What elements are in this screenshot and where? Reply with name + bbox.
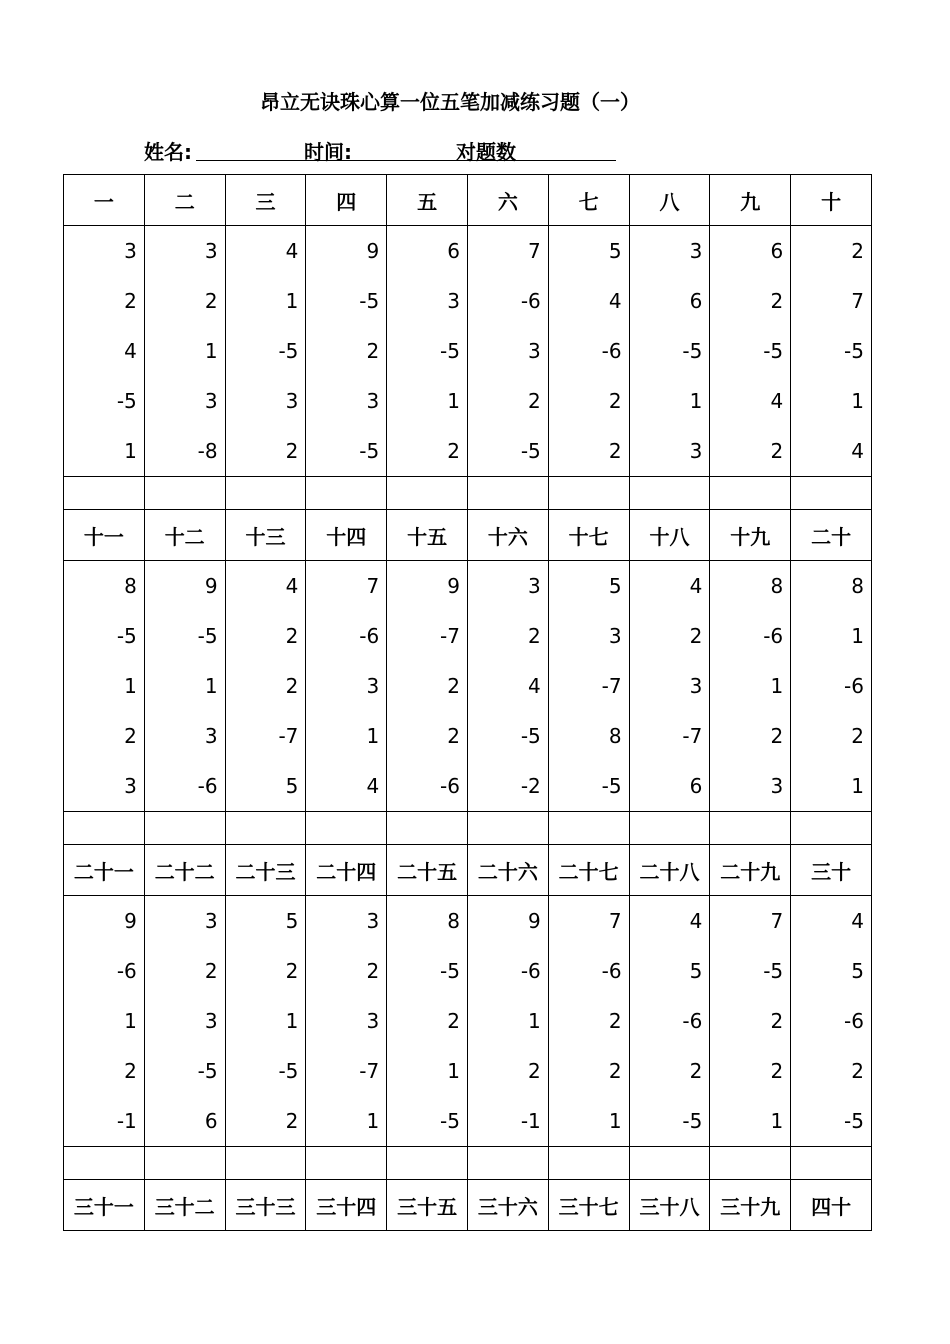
answer-cell[interactable] — [387, 812, 468, 845]
operand: 9 — [204, 574, 218, 598]
operand: -5 — [197, 1059, 218, 1083]
problem-numbers — [710, 561, 791, 812]
problem-number: 三十七 — [548, 1180, 629, 1231]
operand: -5 — [520, 724, 541, 748]
problem-number: 六 — [467, 175, 548, 226]
operand: 2 — [285, 674, 299, 698]
header-row — [64, 845, 872, 896]
problem-numbers — [548, 561, 629, 812]
operand: 1 — [366, 1109, 380, 1133]
answer-cell[interactable] — [548, 477, 629, 510]
operand: -6 — [116, 959, 137, 983]
problem-number: 八 — [629, 175, 710, 226]
operand: -7 — [359, 1059, 380, 1083]
operand: 2 — [689, 1059, 703, 1083]
operand: 2 — [851, 1059, 864, 1083]
problem-number: 二十二 — [144, 845, 225, 896]
operand: 1 — [285, 1009, 299, 1033]
operand: 3 — [204, 389, 218, 413]
operand: 3 — [689, 674, 703, 698]
problem-numbers — [548, 896, 629, 1147]
operand: 3 — [608, 624, 622, 648]
operand: 7 — [770, 909, 784, 933]
problem-number: 三十八 — [629, 1180, 710, 1231]
operand: 1 — [851, 389, 864, 413]
operand: 2 — [770, 1009, 784, 1033]
operand: 4 — [366, 774, 380, 798]
problem-number: 三十四 — [306, 1180, 387, 1231]
operand: 5 — [608, 574, 622, 598]
problem-numbers — [467, 896, 548, 1147]
operand: -6 — [763, 624, 784, 648]
operand: -5 — [844, 339, 864, 363]
operand: -5 — [440, 1109, 460, 1133]
operand: 2 — [851, 239, 864, 263]
operand: 3 — [204, 909, 218, 933]
operand: 4 — [770, 389, 784, 413]
operand: 1 — [608, 1109, 622, 1133]
operand: -6 — [440, 774, 460, 798]
problem-number: 三十三 — [225, 1180, 306, 1231]
operand: 4 — [608, 289, 622, 313]
operand: 2 — [770, 724, 784, 748]
operand: -5 — [278, 339, 299, 363]
operand: 1 — [285, 289, 299, 313]
answer-cell[interactable] — [225, 477, 306, 510]
operand: -5 — [682, 339, 703, 363]
header-row — [64, 510, 872, 561]
answer-cell[interactable] — [791, 477, 872, 510]
operand: 4 — [285, 239, 299, 263]
answer-cell[interactable] — [225, 1147, 306, 1180]
operand: 4 — [851, 439, 864, 463]
operand: 2 — [447, 1009, 460, 1033]
problem-numbers — [629, 226, 710, 477]
operand: -7 — [682, 724, 703, 748]
numbers-row — [64, 896, 872, 1147]
operand: 3 — [528, 339, 541, 363]
numbers-row — [64, 561, 872, 812]
operand: -1 — [520, 1109, 541, 1133]
problem-number: 二十五 — [387, 845, 468, 896]
problem-numbers — [467, 561, 548, 812]
operand: 1 — [689, 389, 703, 413]
problem-number: 十三 — [225, 510, 306, 561]
operand: 4 — [124, 339, 137, 363]
problem-numbers — [64, 561, 145, 812]
operand: -6 — [682, 1009, 703, 1033]
operand: -6 — [844, 674, 864, 698]
operand: 1 — [447, 1059, 460, 1083]
operand: 3 — [366, 389, 380, 413]
answer-cell[interactable] — [64, 1147, 145, 1180]
operand: 1 — [770, 1109, 784, 1133]
operand: -6 — [359, 624, 380, 648]
page-title: 昂立无诀珠心算一位五笔加减练习题（一） — [260, 90, 640, 114]
operand: 1 — [447, 389, 460, 413]
answer-cell[interactable] — [548, 1147, 629, 1180]
problem-numbers — [306, 226, 387, 477]
operand: 8 — [447, 909, 460, 933]
operand: 5 — [851, 959, 864, 983]
operand: 2 — [770, 289, 784, 313]
operand: 1 — [124, 1009, 137, 1033]
operand: 3 — [204, 239, 218, 263]
operand: 4 — [851, 909, 864, 933]
operand: 4 — [285, 574, 299, 598]
answer-cell[interactable] — [710, 812, 791, 845]
operand: 4 — [689, 574, 703, 598]
operand: 3 — [366, 1009, 380, 1033]
operand: 2 — [366, 339, 380, 363]
operand: 2 — [124, 724, 137, 748]
answer-cell[interactable] — [64, 477, 145, 510]
operand: -5 — [116, 624, 137, 648]
problem-number: 三 — [225, 175, 306, 226]
operand: 2 — [285, 959, 299, 983]
operand: 3 — [124, 774, 137, 798]
problem-numbers — [710, 896, 791, 1147]
operand: 3 — [204, 1009, 218, 1033]
operand: 2 — [608, 389, 622, 413]
operand: 7 — [366, 574, 380, 598]
operand: -5 — [359, 289, 380, 313]
problem-number: 十一 — [64, 510, 145, 561]
operand: -5 — [844, 1109, 864, 1133]
operand: 3 — [366, 674, 380, 698]
operand: -5 — [763, 339, 784, 363]
operand: -5 — [763, 959, 784, 983]
operand: 9 — [124, 909, 137, 933]
operand: 2 — [285, 1109, 299, 1133]
operand: 2 — [608, 439, 622, 463]
problem-number: 三十一 — [64, 1180, 145, 1231]
operand: 2 — [124, 289, 137, 313]
problem-number: 十五 — [387, 510, 468, 561]
answer-cell[interactable] — [144, 477, 225, 510]
problem-numbers — [548, 226, 629, 477]
operand: 9 — [366, 239, 380, 263]
problem-number: 二十八 — [629, 845, 710, 896]
problem-number: 二十六 — [467, 845, 548, 896]
operand: -5 — [682, 1109, 703, 1133]
operand: 2 — [366, 959, 380, 983]
operand: 1 — [204, 674, 218, 698]
operand: 2 — [608, 1059, 622, 1083]
operand: -5 — [440, 339, 460, 363]
answer-cell[interactable] — [710, 477, 791, 510]
problem-number: 三十六 — [467, 1180, 548, 1231]
operand: 7 — [528, 239, 541, 263]
operand: -7 — [278, 724, 299, 748]
operand: 2 — [447, 439, 460, 463]
operand: 1 — [366, 724, 380, 748]
problem-number: 三十二 — [144, 1180, 225, 1231]
problem-numbers — [225, 561, 306, 812]
operand: 5 — [689, 959, 703, 983]
operand: 4 — [689, 909, 703, 933]
problem-numbers — [144, 561, 225, 812]
answer-cell[interactable] — [791, 812, 872, 845]
operand: 8 — [851, 574, 864, 598]
problem-number: 二十四 — [306, 845, 387, 896]
operand: 3 — [285, 389, 299, 413]
answer-row — [64, 812, 872, 845]
operand: 2 — [689, 624, 703, 648]
operand: -5 — [116, 389, 137, 413]
operand: 2 — [285, 439, 299, 463]
answer-cell[interactable] — [306, 477, 387, 510]
operand: -7 — [440, 624, 460, 648]
problem-number: 三十五 — [387, 1180, 468, 1231]
header-row — [64, 175, 872, 226]
operand: -6 — [601, 959, 622, 983]
operand: 5 — [285, 774, 299, 798]
operand: 1 — [851, 774, 864, 798]
operand: -6 — [520, 289, 541, 313]
operand: 2 — [204, 289, 218, 313]
answer-cell[interactable] — [710, 1147, 791, 1180]
answer-cell[interactable] — [306, 812, 387, 845]
problem-number: 二十九 — [710, 845, 791, 896]
operand: 1 — [851, 624, 864, 648]
problem-number: 二十 — [791, 510, 872, 561]
problem-number: 四 — [306, 175, 387, 226]
problem-numbers — [144, 896, 225, 1147]
problem-number: 十八 — [629, 510, 710, 561]
operand: -5 — [440, 959, 460, 983]
operand: 3 — [204, 724, 218, 748]
operand: 3 — [770, 774, 784, 798]
operand: -6 — [520, 959, 541, 983]
problem-number: 二十三 — [225, 845, 306, 896]
operand: 2 — [204, 959, 218, 983]
operand: 3 — [366, 909, 380, 933]
operand: -5 — [359, 439, 380, 463]
problem-number: 三十九 — [710, 1180, 791, 1231]
problem-number: 九 — [710, 175, 791, 226]
problem-numbers — [225, 896, 306, 1147]
operand: 2 — [447, 724, 460, 748]
answer-cell[interactable] — [629, 1147, 710, 1180]
problem-number: 一 — [64, 175, 145, 226]
problem-numbers — [144, 226, 225, 477]
answer-cell[interactable] — [629, 812, 710, 845]
operand: 2 — [124, 1059, 137, 1083]
answer-cell[interactable] — [144, 812, 225, 845]
answer-cell[interactable] — [467, 812, 548, 845]
operand: 2 — [770, 439, 784, 463]
operand: -7 — [601, 674, 622, 698]
operand: 1 — [204, 339, 218, 363]
problem-number: 十二 — [144, 510, 225, 561]
operand: -1 — [116, 1109, 137, 1133]
operand: 1 — [528, 1009, 541, 1033]
answer-cell[interactable] — [144, 1147, 225, 1180]
problem-numbers — [387, 561, 468, 812]
problem-numbers — [64, 896, 145, 1147]
operand: 3 — [689, 239, 703, 263]
operand: 4 — [528, 674, 541, 698]
problem-numbers — [225, 226, 306, 477]
info-underline — [196, 160, 616, 161]
problem-numbers — [791, 896, 872, 1147]
exercise-table — [63, 174, 872, 1231]
answer-cell[interactable] — [306, 1147, 387, 1180]
operand: 1 — [124, 439, 137, 463]
operand: 5 — [608, 239, 622, 263]
problem-numbers — [791, 226, 872, 477]
problem-number: 十四 — [306, 510, 387, 561]
operand: 8 — [770, 574, 784, 598]
answer-cell[interactable] — [548, 812, 629, 845]
answer-cell[interactable] — [467, 1147, 548, 1180]
problem-number: 二 — [144, 175, 225, 226]
operand: 7 — [608, 909, 622, 933]
operand: 6 — [770, 239, 784, 263]
answer-cell[interactable] — [629, 477, 710, 510]
operand: 9 — [528, 909, 541, 933]
operand: -5 — [278, 1059, 299, 1083]
operand: 6 — [689, 289, 703, 313]
operand: 2 — [285, 624, 299, 648]
problem-numbers — [710, 226, 791, 477]
numbers-row — [64, 226, 872, 477]
operand: -2 — [520, 774, 541, 798]
problem-numbers — [629, 561, 710, 812]
operand: 8 — [124, 574, 137, 598]
correct-count-label: 对题数 — [456, 140, 516, 164]
operand: 3 — [689, 439, 703, 463]
problem-numbers — [387, 226, 468, 477]
operand: 2 — [851, 724, 864, 748]
operand: -6 — [197, 774, 218, 798]
operand: 2 — [528, 389, 541, 413]
answer-row — [64, 477, 872, 510]
problem-number: 五 — [387, 175, 468, 226]
problem-numbers — [306, 561, 387, 812]
operand: 2 — [608, 1009, 622, 1033]
problem-number: 十六 — [467, 510, 548, 561]
problem-number: 二十一 — [64, 845, 145, 896]
problem-number: 七 — [548, 175, 629, 226]
operand: -5 — [601, 774, 622, 798]
problem-number: 二十七 — [548, 845, 629, 896]
problem-number: 十 — [791, 175, 872, 226]
operand: 2 — [447, 674, 460, 698]
operand: 2 — [770, 1059, 784, 1083]
problem-numbers — [629, 896, 710, 1147]
time-label: 时间: — [304, 140, 352, 164]
answer-row — [64, 1147, 872, 1180]
operand: 5 — [285, 909, 299, 933]
problem-numbers — [64, 226, 145, 477]
operand: -5 — [520, 439, 541, 463]
operand: 1 — [124, 674, 137, 698]
operand: 6 — [689, 774, 703, 798]
problem-numbers — [387, 896, 468, 1147]
operand: 1 — [770, 674, 784, 698]
problem-number: 十九 — [710, 510, 791, 561]
operand: -8 — [197, 439, 218, 463]
operand: -5 — [197, 624, 218, 648]
problem-numbers — [791, 561, 872, 812]
operand: 6 — [447, 239, 460, 263]
answer-cell[interactable] — [467, 477, 548, 510]
answer-cell[interactable] — [791, 1147, 872, 1180]
answer-cell[interactable] — [387, 477, 468, 510]
operand: 9 — [447, 574, 460, 598]
problem-number: 十七 — [548, 510, 629, 561]
answer-cell[interactable] — [387, 1147, 468, 1180]
operand: 7 — [851, 289, 864, 313]
operand: 3 — [447, 289, 460, 313]
operand: 2 — [528, 624, 541, 648]
operand: 2 — [528, 1059, 541, 1083]
header-row — [64, 1180, 872, 1231]
problem-number: 四十 — [791, 1180, 872, 1231]
problem-numbers — [467, 226, 548, 477]
operand: -6 — [844, 1009, 864, 1033]
problem-numbers — [306, 896, 387, 1147]
answer-cell[interactable] — [225, 812, 306, 845]
operand: 3 — [124, 239, 137, 263]
operand: 3 — [528, 574, 541, 598]
name-label: 姓名: — [144, 140, 192, 164]
operand: 8 — [608, 724, 622, 748]
answer-cell[interactable] — [64, 812, 145, 845]
problem-number: 三十 — [791, 845, 872, 896]
operand: -6 — [601, 339, 622, 363]
operand: 6 — [204, 1109, 218, 1133]
